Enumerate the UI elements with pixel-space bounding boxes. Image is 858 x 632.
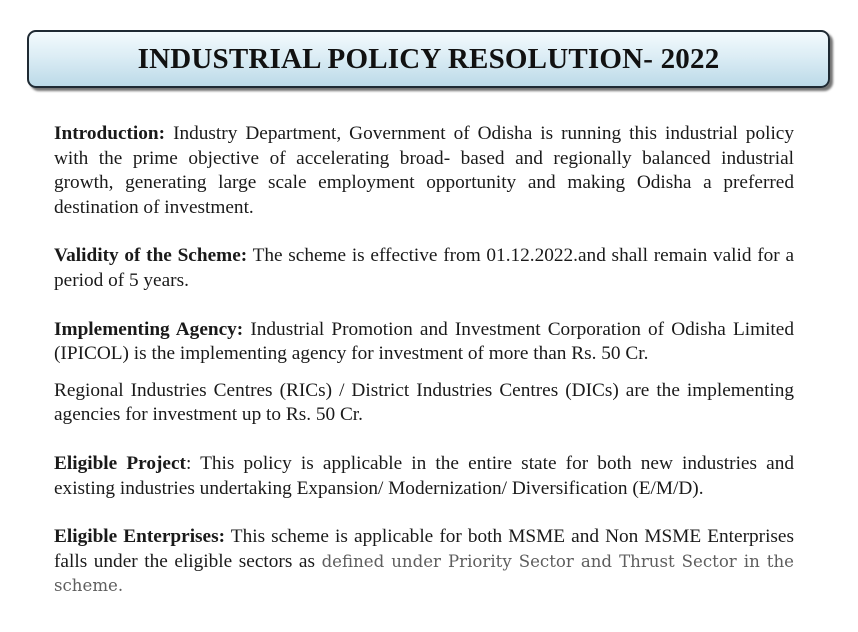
document-body bbox=[54, 122, 794, 599]
eligible-project-label: Eligible Project bbox=[54, 452, 186, 474]
agency-label: Implementing Agency: bbox=[54, 318, 244, 340]
eligible-enterprises-label: Eligible Enterprises: bbox=[54, 526, 226, 548]
eligible-project-paragraph bbox=[54, 452, 794, 501]
regional-paragraph bbox=[54, 379, 794, 428]
eligible-enterprises-paragraph bbox=[54, 525, 794, 599]
validity-paragraph bbox=[54, 244, 794, 293]
page-title: INDUSTRIAL POLICY RESOLUTION- 2022 bbox=[137, 42, 720, 75]
validity-text: The scheme is effective from 01.12.2022.and shall remain valid for a period of 5 years. bbox=[54, 245, 794, 291]
title-banner bbox=[27, 30, 830, 88]
eligible-enterprises-faded-text: defined under Priority Sector and Thrust Sector in the scheme. bbox=[54, 551, 794, 596]
validity-label: Validity of the Scheme: bbox=[54, 245, 248, 267]
eligible-project-text: : This policy is applicable in the entire state for both new industries and existing industries undertaking Expansion/ Modernization/ Diversification (E/M/D). bbox=[54, 452, 794, 499]
introduction-label: Introduction: bbox=[54, 123, 166, 144]
introduction-paragraph bbox=[54, 122, 794, 220]
eligible-enterprises-text: This scheme is applicable for both MSME and Non MSME Enterprises falls under the eligible sectors as bbox=[54, 526, 794, 572]
regional-text: Regional Industries Centres (RICs) / District Industries Centres (DICs) are the implementing agencies for investment up to Rs. 50 Cr. bbox=[54, 379, 794, 426]
agency-text: Industrial Promotion and Investment Corporation of Odisha Limited (IPICOL) is the implementing agency for investment of more than Rs. 50 Cr. bbox=[54, 318, 794, 365]
introduction-text: Industry Department, Government of Odisha is running this industrial policy with the prime objective of accelerating broad- based and regionally balanced industrial growth, generating large scale employment opportunity and making Odisha a preferred destination of investment. bbox=[54, 123, 794, 218]
agency-paragraph bbox=[54, 318, 794, 367]
